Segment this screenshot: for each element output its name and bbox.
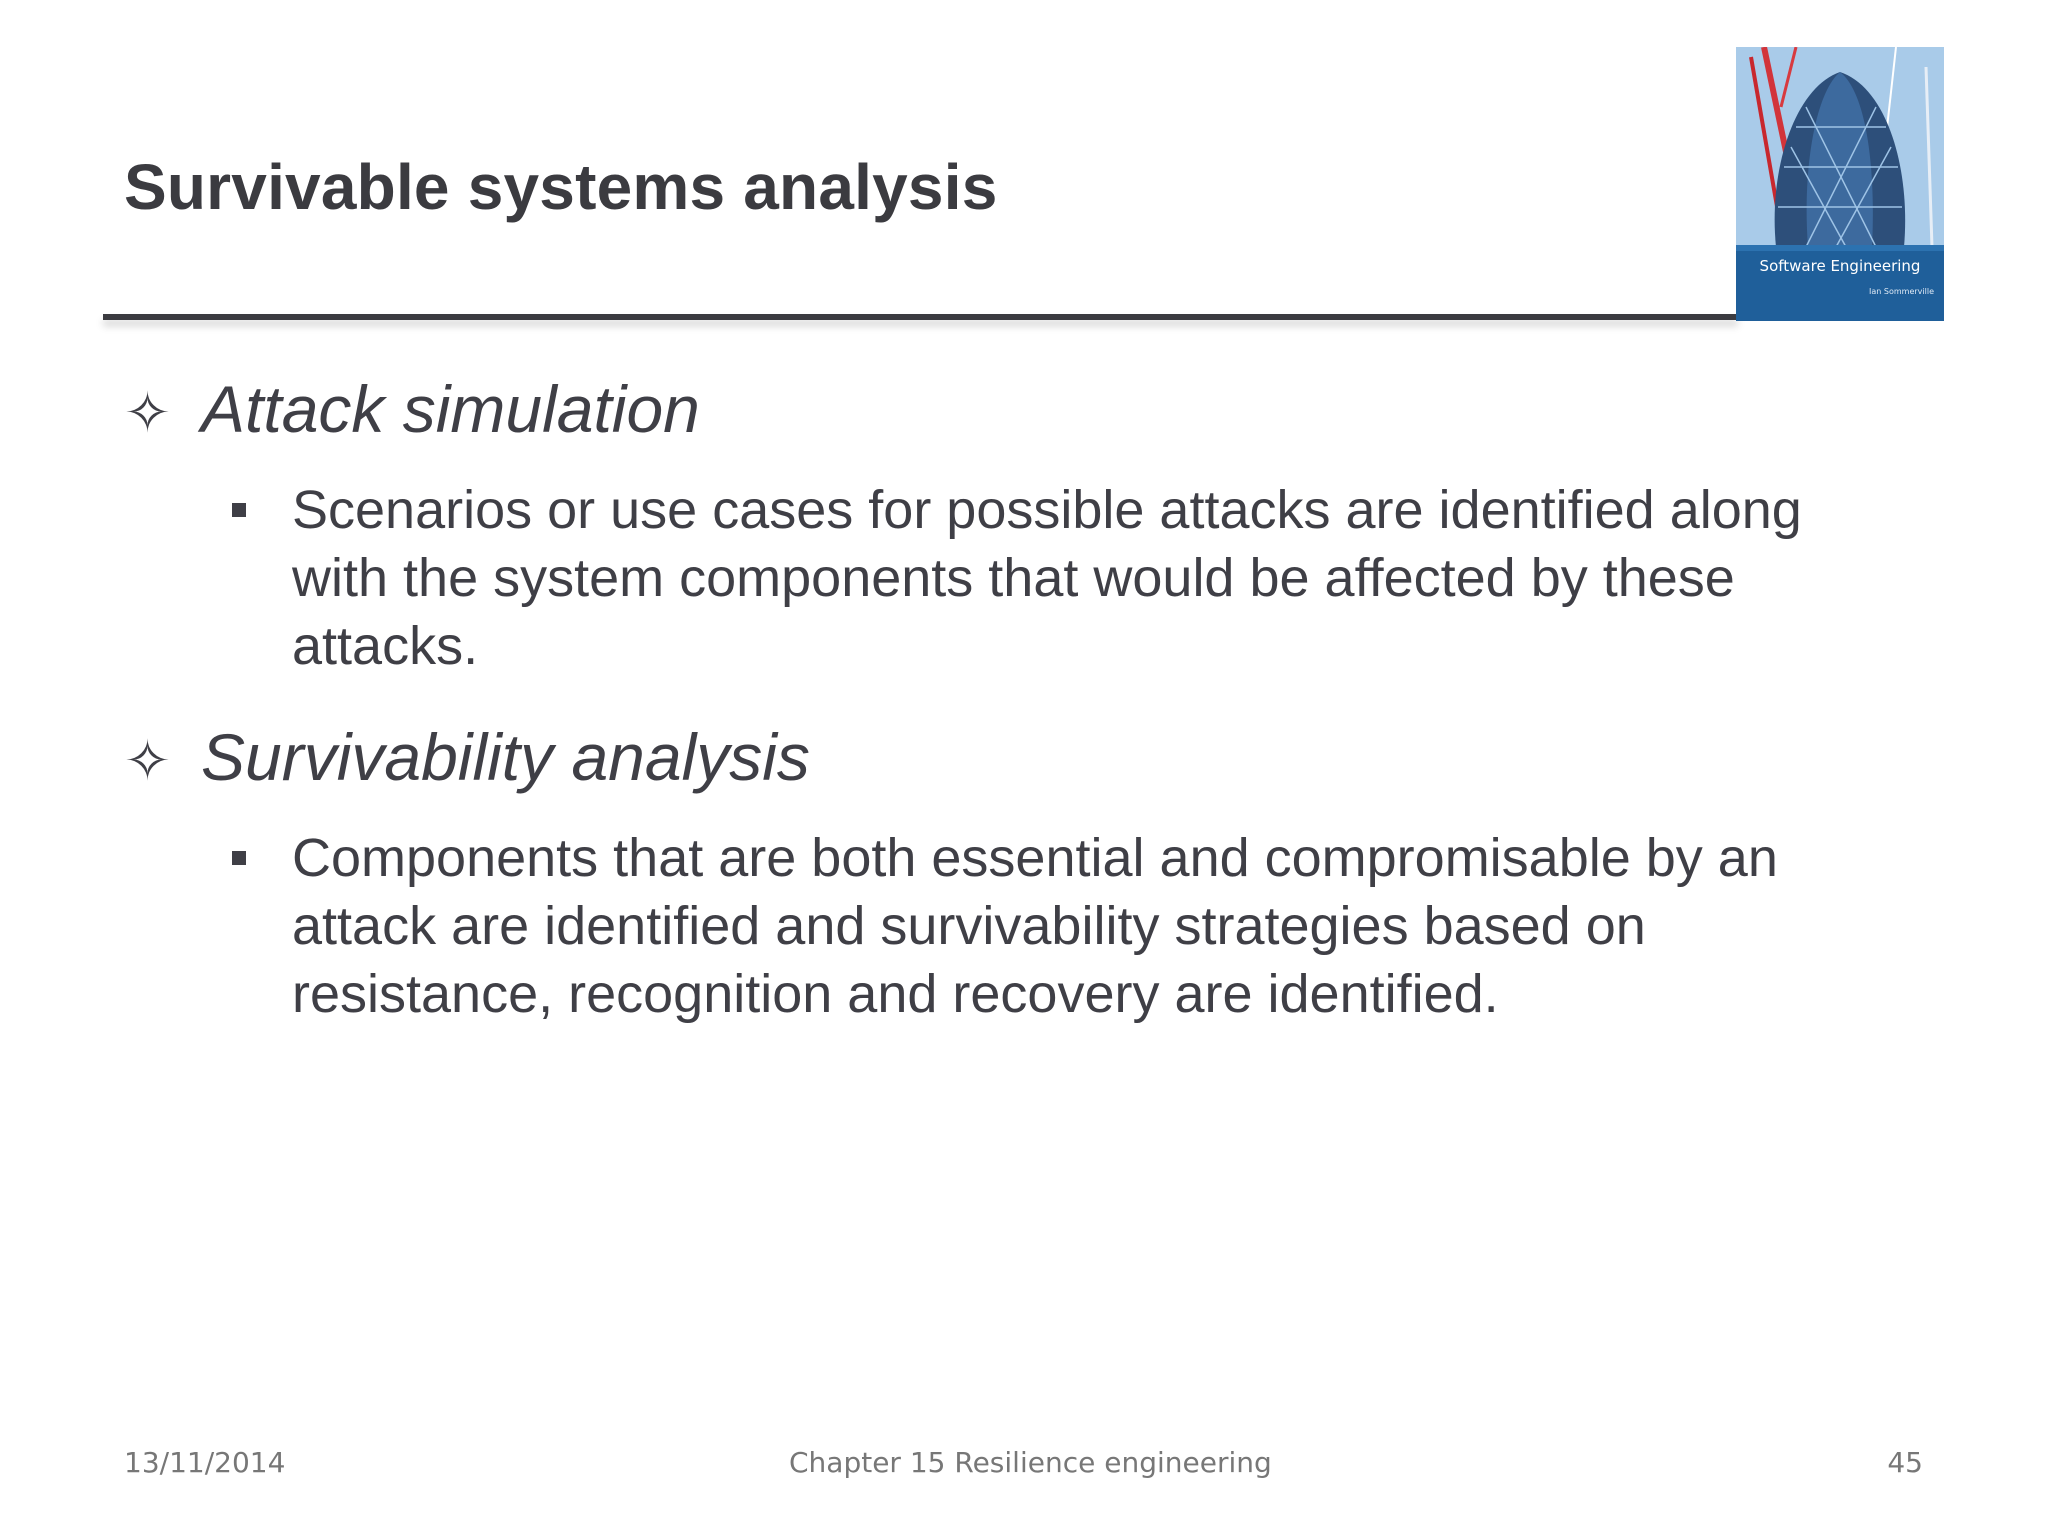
gherkin-building-illustration (1736, 47, 1944, 321)
footer-chapter: Chapter 15 Resilience engineering (789, 1446, 1272, 1479)
title-divider (103, 314, 1738, 320)
bullet-survivability-analysis (124, 720, 1904, 796)
slide-title: Survivable systems analysis (124, 151, 998, 223)
footer-date: 13/11/2014 (124, 1446, 286, 1479)
sub-bullet-text: Components that are both essential and compromisable by an attack are identified and survivability strategies based on resistance, recognition and recovery are identified. (292, 827, 1778, 1024)
bullet-heading: Survivability analysis (201, 719, 810, 794)
bullet-heading: Attack simulation (201, 372, 700, 446)
footer-page-number: 45 (1887, 1446, 1923, 1479)
slide-content (124, 372, 1904, 1028)
cover-author-text: Ian Sommerville (1869, 287, 1934, 296)
four-pointed-star-icon: ✧ (124, 381, 171, 444)
sub-bullet-attack-simulation (230, 476, 1904, 680)
book-cover-image (1736, 47, 1944, 321)
sub-bullet-text: Scenarios or use cases for possible attacks are identified along with the system components that would be affected by these attacks. (292, 479, 1802, 676)
four-pointed-star-icon: ✧ (124, 728, 171, 792)
square-bullet-icon (232, 851, 246, 865)
sub-bullet-survivability-analysis (230, 824, 1904, 1028)
square-bullet-icon (232, 503, 246, 517)
bullet-attack-simulation (124, 372, 1904, 448)
cover-title-text: Software Engineering (1759, 257, 1921, 275)
